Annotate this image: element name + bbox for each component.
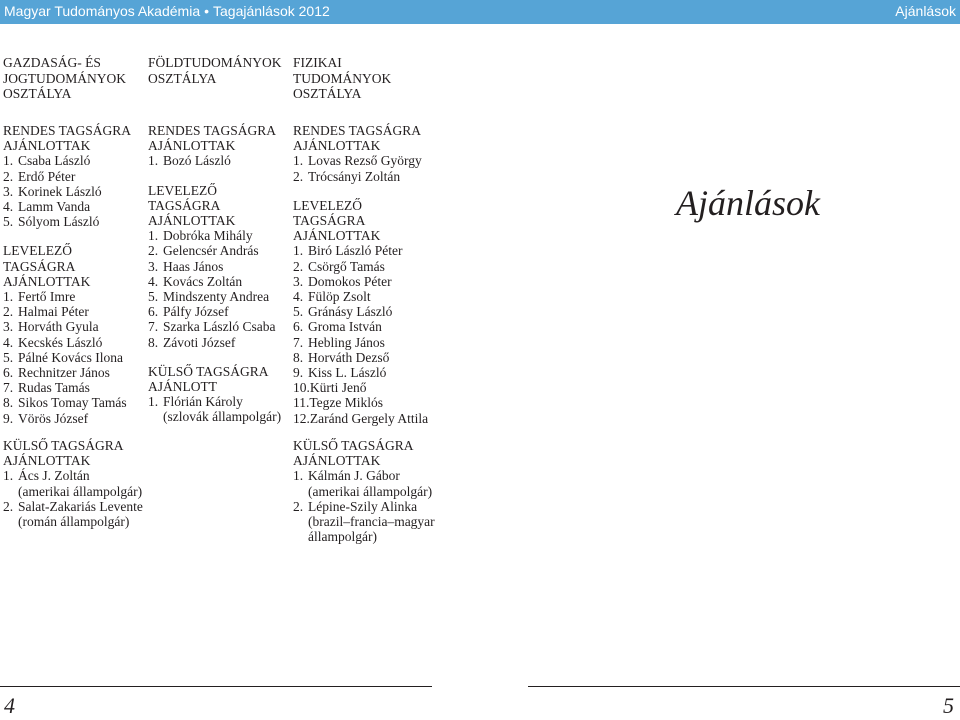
item-number: 1. [148,228,159,244]
section-title-line: FÖLDTUDOMÁNYOK [148,55,282,70]
item-number: 1. [293,153,304,169]
item-number: 2. [293,258,304,274]
item-number: 8. [148,334,159,350]
item-name [308,499,453,545]
item-name: Horváth Dezső [308,349,390,365]
group-external-members [148,364,290,425]
list-item [293,169,435,184]
item-name [18,468,163,498]
item-number: 4. [148,273,159,289]
list-item [148,228,290,243]
item-name: Bozó László [163,153,231,169]
group-regular-members [293,123,435,184]
item-name: Kovács Zoltán [163,273,243,289]
group-title-line: KÜLSŐ TAGSÁGRA [3,438,124,453]
section-title [3,55,145,109]
list-item [148,274,290,289]
item-number: 2. [3,304,14,320]
item-citizenship: (szlovák állampolgár) [163,409,282,425]
item-name: Korinek László [18,183,102,199]
header-bullet: • [204,3,210,19]
group-title-line: AJÁNLOTTAK [293,138,381,154]
item-number: 1. [293,468,304,484]
list-item [3,468,163,498]
item-number: 7. [293,334,304,350]
list-item [3,499,163,529]
item-number: 4. [3,334,14,350]
header-academy: Magyar Tudományos Akadémia [4,3,201,19]
list-item [3,380,145,395]
section-title-line: JOGTUDOMÁNYOK [3,70,126,86]
item-name: Horváth Gyula [18,319,99,335]
list-item [3,289,145,304]
list-item [3,365,145,380]
list-item [293,499,453,545]
list-item [3,199,145,214]
item-number: 3. [148,258,159,274]
item-number: 1. [148,394,159,410]
item-name-line: Flórián Károly [163,394,243,410]
item-name: Rudas Tamás [18,380,90,396]
item-citizenship: (amerikai állampolgár) [18,483,143,499]
list-item [3,411,145,426]
column-economics-law [3,55,145,426]
item-number: 9. [293,365,304,381]
item-name [308,468,453,498]
item-name: Kürti Jenő [309,380,367,396]
group-external-members-economics [3,438,163,529]
item-name: Pálfy József [163,304,229,320]
group-corresponding-members [3,243,145,425]
list-item [148,259,290,274]
group-title-line: AJÁNLOTT [148,379,217,395]
item-name: Gránásy László [308,304,393,320]
list-item [293,468,453,498]
list-item [293,304,435,319]
section-title-line: OSZTÁLYA [148,70,217,86]
list-item [293,243,435,258]
item-number: 5. [293,304,304,320]
list-item [293,259,435,274]
group-title-line: AJÁNLOTTAK [148,138,236,154]
item-name: Hebling János [308,334,385,350]
item-name [163,394,290,424]
item-number: 1. [3,289,14,305]
list-item [293,289,435,304]
list-item [293,380,435,395]
item-citizenship: (román állampolgár) [18,514,130,530]
list-item [293,335,435,350]
page-number-right: 5 [943,693,954,718]
item-citizenship: (amerikai állampolgár) [308,483,433,499]
item-number: 2. [148,243,159,259]
item-number: 2. [3,498,14,514]
item-number: 4. [293,289,304,305]
list-item [148,153,290,168]
item-number: 3. [3,183,14,199]
list-item [3,350,145,365]
item-name: Vörös József [18,410,89,426]
footer-rule-left [0,686,432,687]
list-item [293,274,435,289]
section-title-line: FIZIKAI [293,55,342,70]
item-name: Mindszenty Andrea [163,289,270,305]
footer-rule-right [528,686,960,687]
group-regular-members [148,123,290,169]
list-item [148,243,290,258]
item-name-line: Salat-Zakariás Levente [18,498,143,514]
item-name: Halmai Péter [18,304,89,320]
item-number: 5. [148,289,159,305]
item-name: Fertő Imre [18,289,76,305]
item-number: 5. [3,349,14,365]
item-number: 8. [3,395,14,411]
column-physical-sciences [293,55,435,426]
group-title-line: RENDES TAGSÁGRA [148,123,277,138]
item-number: 1. [148,153,159,169]
section-title [293,55,435,109]
list-item [3,184,145,199]
item-number: 5. [3,214,14,230]
item-number: 4. [3,199,14,215]
group-corresponding-members [293,198,435,426]
section-title-line: TUDOMÁNYOK [293,70,392,86]
item-number: 11. [293,395,310,411]
item-name: Szarka László Csaba [163,319,276,335]
item-name: Dobróka Mihály [163,228,253,244]
item-name: Lovas Rezső György [308,153,422,169]
section-title [148,55,290,109]
item-name-line: Lépine-Szily Alinka [308,498,418,514]
group-title-line: RENDES TAGSÁGRA [293,123,422,138]
item-name: Haas János [163,258,224,274]
item-name: Sólyom László [18,214,100,230]
item-name: Rechnitzer János [18,365,110,381]
item-citizenship: (brazil–francia–magyar [308,514,435,530]
running-header [0,0,960,24]
group-title-line: LEVELEZŐ TAGSÁGRA [3,243,76,274]
list-item [293,319,435,334]
item-number: 3. [3,319,14,335]
item-number: 2. [293,498,304,514]
group-title-line: AJÁNLOTTAK [3,138,91,154]
list-item [293,350,435,365]
item-name: Tegze Miklós [309,395,384,411]
group-title-line: AJÁNLOTTAK [148,213,236,229]
item-number: 8. [293,349,304,365]
item-name: Sikos Tomay Tamás [18,395,127,411]
list-item [148,319,290,334]
item-number: 12. [293,410,310,426]
group-title-line: RENDES TAGSÁGRA [3,123,132,138]
list-item [293,411,435,426]
header-section: Ajánlások [895,3,956,19]
list-item [3,319,145,334]
page-number-left: 4 [4,693,15,718]
group-external-members-physics [293,438,453,544]
list-item [293,153,435,168]
item-number: 9. [3,410,14,426]
group-title-line: AJÁNLOTTAK [293,453,381,469]
item-name: Groma István [308,319,382,335]
list-item [148,335,290,350]
section-title-line: GAZDASÁG- ÉS [3,55,101,70]
item-name: Csaba László [18,153,91,169]
item-number: 10. [293,380,310,396]
list-item [3,153,145,168]
item-name: Gelencsér András [163,243,259,259]
item-name: Zaránd Gergely Attila [309,410,429,426]
group-title-line: LEVELEZŐ TAGSÁGRA [148,182,221,213]
item-number: 1. [293,243,304,259]
group-title-line: LEVELEZŐ TAGSÁGRA [293,197,366,229]
list-item [148,289,290,304]
group-title-line: KÜLSŐ TAGSÁGRA [293,438,414,453]
group-title-line: AJÁNLOTTAK [3,273,91,289]
list-item [3,214,145,229]
list-item [3,335,145,350]
item-name: Trócsányi Zoltán [308,168,401,184]
item-name: Csörgő Tamás [308,258,385,274]
list-item [148,394,290,424]
item-citizenship: állampolgár) [308,529,377,545]
item-number: 6. [293,319,304,335]
group-title-line: AJÁNLOTTAK [3,453,91,469]
item-name: Fülöp Zsolt [308,289,371,305]
list-item [293,395,435,410]
list-item [293,365,435,380]
item-number: 6. [148,304,159,320]
section-title-line: OSZTÁLYA [3,86,72,102]
list-item [3,304,145,319]
item-number: 2. [3,168,14,184]
list-item [3,169,145,184]
item-name-line: Ács J. Zoltán [18,468,90,484]
column-earth-sciences [148,55,290,425]
section-title-line: OSZTÁLYA [293,86,362,102]
group-regular-members [3,123,145,229]
item-number: 7. [3,380,14,396]
item-name: Lamm Vanda [18,199,91,215]
group-corresponding-members [148,183,290,350]
item-name: Domokos Péter [308,273,392,289]
item-name: Biró László Péter [308,243,403,259]
item-number: 6. [3,365,14,381]
header-publication: Tagajánlások 2012 [213,3,330,19]
group-title-line: KÜLSŐ TAGSÁGRA [148,363,269,379]
header-left [4,3,330,19]
side-title: Ajánlások [676,183,820,223]
item-number: 1. [3,468,14,484]
item-name: Erdő Péter [18,168,76,184]
item-name: Kiss L. László [308,365,387,381]
list-item [3,395,145,410]
item-number: 1. [3,153,14,169]
item-name: Pálné Kovács Ilona [18,349,123,365]
group-title-line: AJÁNLOTTAK [293,228,381,244]
item-name: Kecskés László [18,334,103,350]
list-item [148,304,290,319]
item-name: Závoti József [163,334,236,350]
item-number: 2. [293,168,304,184]
item-name-line: Kálmán J. Gábor [308,468,400,484]
item-number: 7. [148,319,159,335]
item-name [18,499,163,529]
item-number: 3. [293,273,304,289]
